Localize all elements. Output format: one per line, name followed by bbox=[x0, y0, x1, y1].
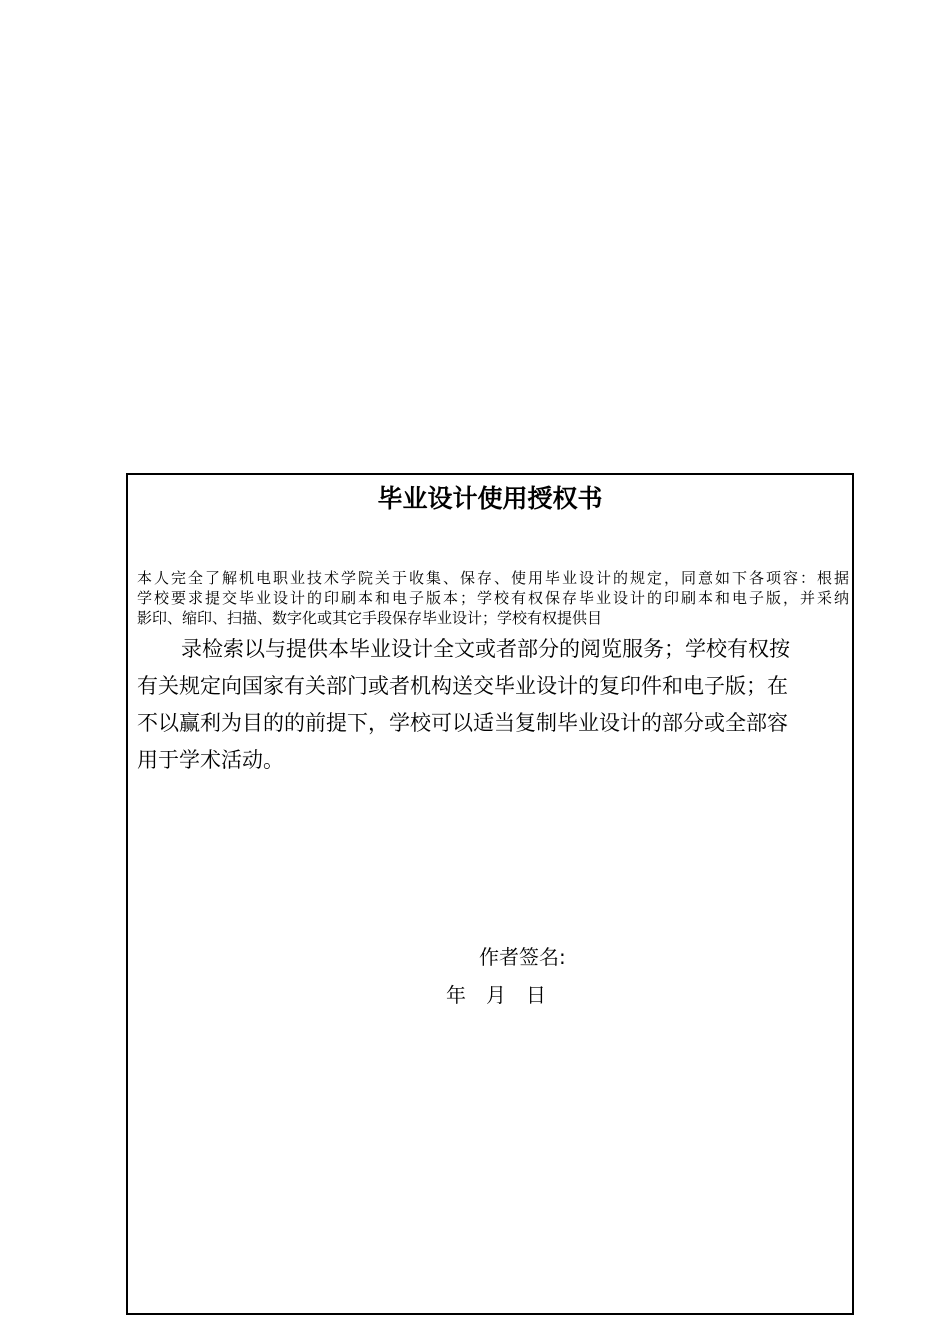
small-text-line-2: 学校要求提交毕业设计的印刷本和电子版本；学校有权保存毕业设计的印刷本和电子版，并采纳 bbox=[137, 589, 849, 607]
author-signature-label: 作者签名: bbox=[479, 945, 566, 969]
large-text-line-1: 录检索以与提供本毕业设计全文或者部分的阅览服务；学校有权按 bbox=[181, 637, 790, 661]
authorization-paragraph-small bbox=[137, 568, 849, 628]
date-day-label: 日 bbox=[526, 983, 546, 1007]
authorization-paragraph-large bbox=[137, 631, 849, 779]
small-text-line-1: 本人完全了解机电职业技术学院关于收集、保存、使用毕业设计的规定，同意如下各项容：根据 bbox=[137, 569, 849, 587]
authorization-form-box bbox=[126, 473, 854, 1315]
document-title: 毕业设计使用授权书 bbox=[377, 484, 603, 513]
large-text-line-2: 有关规定向国家有关部门或者机构送交毕业设计的复印件和电子版；在 bbox=[137, 674, 788, 698]
large-text-line-4: 用于学术活动。 bbox=[137, 748, 284, 772]
small-text-line-3: 影印、缩印、扫描、数字化或其它手段保存毕业设计；学校有权提供目 bbox=[137, 609, 603, 627]
date-year-label: 年 bbox=[446, 983, 466, 1007]
date-line bbox=[446, 981, 546, 1009]
date-month-label: 月 bbox=[486, 983, 506, 1007]
large-text-line-3: 不以赢利为目的的前提下，学校可以适当复制毕业设计的部分或全部容 bbox=[137, 711, 788, 735]
